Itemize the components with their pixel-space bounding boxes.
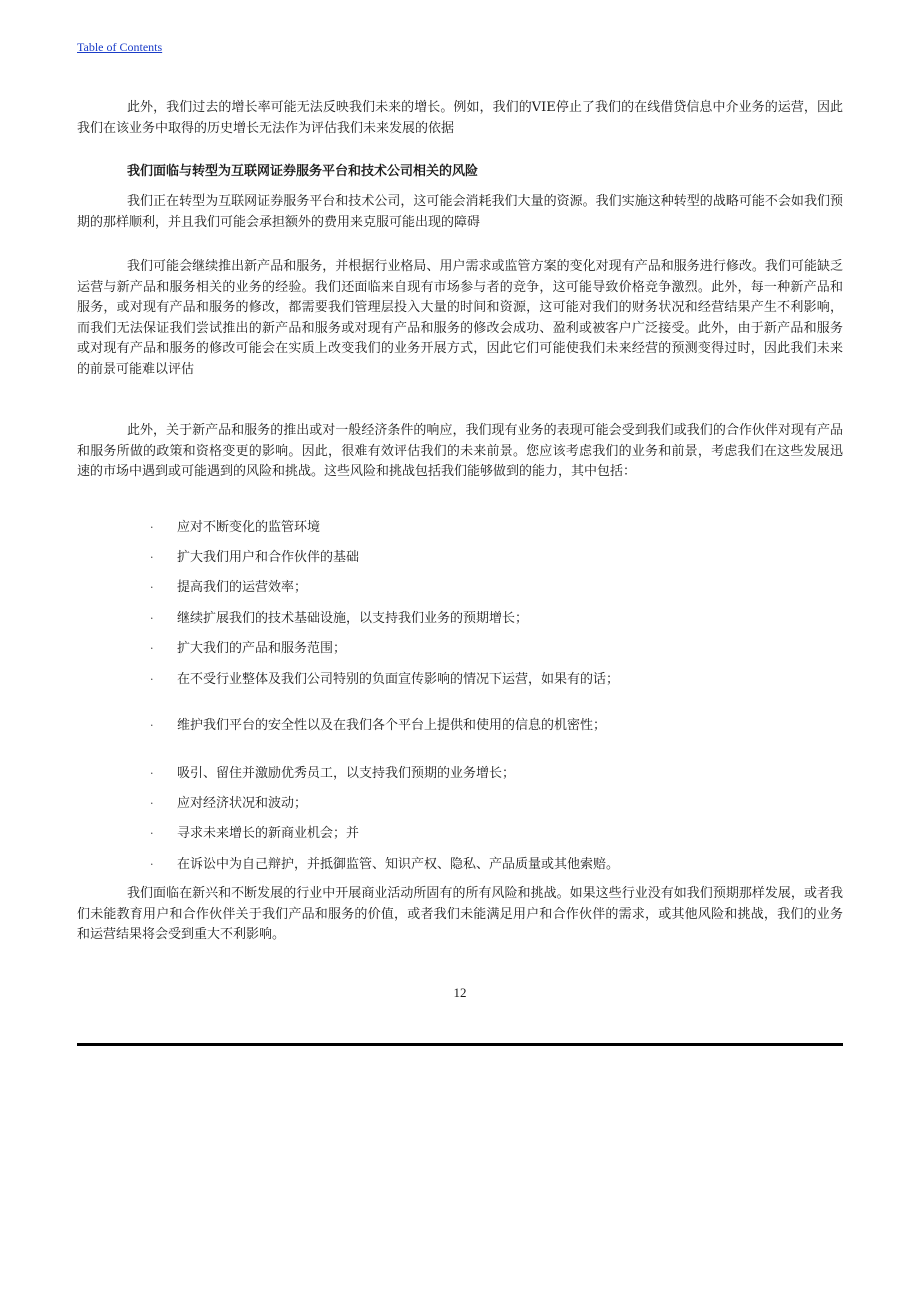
list-item-text: 寻求未来增长的新商业机会；并 [177,826,360,841]
bullet-icon: · [150,827,154,840]
list-item-text: 吸引、留住并激励优秀员工，以支持我们预期的业务增长； [177,766,516,781]
list-item-text: 维护我们平台的安全性以及在我们各个平台上提供和使用的信息的机密性； [177,718,607,733]
bullet-icon: · [150,581,154,594]
list-item-text: 应对不断变化的监管环境 [177,520,321,535]
list-item-text: 扩大我们的产品和服务范围； [177,641,347,656]
page-divider [77,1043,843,1046]
paragraph-future-prospects: 此外，关于新产品和服务的推出或对一般经济条件的响应，我们现有业务的表现可能会受到我们或我们的合作伙伴对现有产品和服务所做的政策和资格变更的影响。因此，很难有效评估我们的未来前景。您应该考虑我们的业务和前景，考虑我们在这些发展迅速的市场中遇到或可能遇到的风险和挑战。这些风险和挑战包括我们能够做到的能力，其中包括： [77,423,843,479]
bullet-icon: · [150,551,154,564]
list-item-text: 在诉讼中为自己辩护，并抵御监管、知识产权、隐私、产品质量或其他索赔。 [177,857,620,872]
list-item-text: 继续扩展我们的技术基础设施，以支持我们业务的预期增长； [177,611,529,626]
bullet-icon: · [150,719,154,732]
section-heading: 我们面临与转型为互联网证券服务平台和技术公司相关的风险 [127,164,479,179]
paragraph-transformation: 我们正在转型为互联网证券服务平台和技术公司，这可能会消耗我们大量的资源。我们实施这种转型的战略可能不会如我们预期的那样顺利，并且我们可能会承担额外的费用来克服可能出现的障碍 [77,194,843,230]
bullet-icon: · [150,673,154,686]
list-item-text: 提高我们的运营效率； [177,580,308,595]
bullet-icon: · [150,797,154,810]
paragraph-new-products: 我们可能会继续推出新产品和服务，并根据行业格局、用户需求或监管方案的变化对现有产品和服务进行修改。我们可能缺乏运营与新产品和服务相关的业务的经验。我们还面临来自现有市场参与者的竞争，这可能导致价格竞争激烈。此外，每一种新产品和服务，或对现有产品和服务的修改，都需要我们管理层投入大量的时间和资源，这可能对我们的财务状况和经营结果产生不利影响，而我们无法保证我们尝试推出的新产品和服务或对现有产品和服务的修改会成功、盈利或被客户广泛接受。此外，由于新产品和服务或对现有产品和服务的修改可能会在实质上改变我们的业务开展方式，因此它们可能使我们未来经营的预测变得过时，因此我们未来的前景可能难以评估 [77,259,843,377]
table-of-contents-link[interactable]: Table of Contents [77,40,163,54]
bullet-icon: · [150,521,154,534]
list-item-text: 应对经济状况和波动； [177,796,308,811]
bullet-icon: · [150,767,154,780]
bullet-icon: · [150,642,154,655]
paragraph-growth-history: 此外，我们过去的增长率可能无法反映我们未来的增长。例如，我们的VIE停止了我们的在线借贷信息中介业务的运营，因此我们在该业务中取得的历史增长无法作为评估我们未来发展的依据 [77,100,843,136]
bullet-icon: · [150,858,154,871]
bullet-icon: · [150,612,154,625]
page-number: 12 [453,985,467,1000]
list-item-text: 扩大我们用户和合作伙伴的基础 [177,550,360,565]
list-item-text: 在不受行业整体及我们公司特别的负面宣传影响的情况下运营，如果有的话； [177,672,620,687]
paragraph-industry-risks: 我们面临在新兴和不断发展的行业中开展商业活动所固有的所有风险和挑战。如果这些行业没有如我们预期那样发展，或者我们未能教育用户和合作伙伴关于我们产品和服务的价值，或者我们未能满足用户和合作伙伴的需求，或其他风险和挑战，我们的业务和运营结果将会受到重大不利影响。 [77,886,843,942]
